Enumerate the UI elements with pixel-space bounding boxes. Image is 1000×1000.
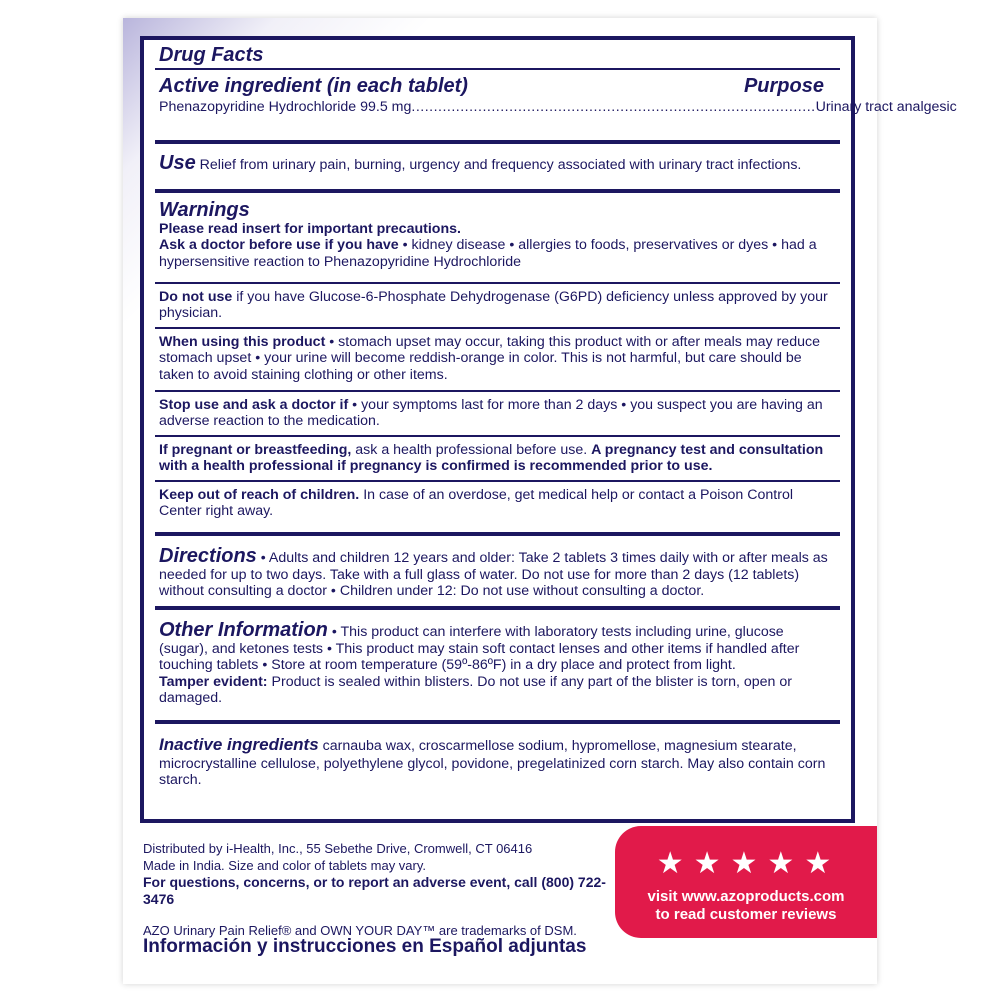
distributed-by-text: Distributed by i-Health, Inc., 55 Sebethe Drive, Cromwell, CT 06416 <box>143 841 533 856</box>
purpose-heading: Purpose <box>743 75 824 97</box>
pregnancy-text: ask a health professional before use. <box>355 442 588 458</box>
use-text: Relief from urinary pain, burning, urgency and frequency associated with urinary tract infections. <box>199 157 802 173</box>
ask-doctor-label: Ask a doctor before use if you have <box>159 237 399 254</box>
reviews-badge <box>615 826 877 938</box>
warnings-heading: Warnings <box>159 199 250 221</box>
insert-note: Please read insert for important precautions. <box>159 221 461 237</box>
directions-heading: Directions <box>159 545 257 567</box>
do-not-use-section <box>155 284 840 329</box>
inactive-ingredients-text: carnauba wax, croscarmellose sodium, hypromellose, magnesium stearate, microcrystalline cellulose, polyethylene glycol, povidone, pregelatinized corn starch. May also contain corn starch. <box>159 738 826 789</box>
drug-facts-title: Drug Facts <box>159 44 264 66</box>
spanish-info-text: Información y instrucciones en Español adjuntas <box>143 936 587 957</box>
other-information-heading: Other Information <box>159 619 328 641</box>
tamper-label: Tamper evident: <box>159 673 268 690</box>
directions-text: • Adults and children 12 years and older: Take 2 tablets 3 times daily with or after meals as needed for up to two days. Take with a full glass of water. Do not use for more than 2 days (12 tablets) without consulting a doctor • Children under 12: Do not use without consulting a doctor. <box>159 550 828 600</box>
five-stars-icon: ★★★★★ <box>656 847 842 880</box>
active-ingredient-heading: Active ingredient (in each tablet) <box>159 75 468 97</box>
when-using-text: • stomach upset may occur, taking this product with or after meals may reduce stomach upset • your urine will become reddish-orange in color. This is not harmful, but care should be taken to avoid staining clothing or other items. <box>159 334 820 383</box>
pregnancy-section <box>155 437 840 482</box>
use-heading: Use <box>159 152 196 174</box>
directions-section <box>155 536 840 610</box>
active-ingredient-line <box>159 99 957 115</box>
distributor-info <box>143 840 623 939</box>
warnings-section <box>155 193 840 284</box>
website-link[interactable]: www.azoproducts.com <box>681 888 845 905</box>
drug-facts-header <box>155 40 957 144</box>
ask-doctor-text: • kidney disease • allergies to foods, preservatives or dyes • had a hypersensitive reaction to Phenazopyridine Hydrochloride <box>159 237 817 270</box>
stop-use-label: Stop use and ask a doctor if <box>159 397 349 413</box>
use-section <box>155 144 840 193</box>
ask-doctor-block <box>159 237 836 270</box>
leader-dots: ........................................................................................... <box>411 99 816 115</box>
made-in-text: Made in India. Size and color of tablets may vary. <box>143 858 427 873</box>
pregnancy-bold-text: A pregnancy test and consultation with a health professional if pregnancy is confirmed is recommended prior to use. <box>159 442 824 475</box>
when-using-label: When using this product <box>159 334 326 350</box>
tamper-text: Product is sealed within blisters. Do not use if any part of the blister is torn, open or damaged. <box>159 673 792 707</box>
when-using-section <box>155 329 840 392</box>
pregnancy-label: If pregnant or breastfeeding, <box>159 442 352 458</box>
questions-text: For questions, concerns, or to report an adverse event, call (800) 722-3476 <box>143 874 606 907</box>
do-not-use-text: if you have Glucose-6-Phosphate Dehydrogenase (G6PD) deficiency unless approved by your physician. <box>159 289 828 322</box>
drug-facts-box <box>140 36 957 823</box>
other-information-text: • This product can interfere with laboratory tests including urine, glucose (sugar), and ketones tests • This product may stain soft contact lenses and other items if handled after touching tablets • Store at room temperature (59º-86ºF) in a dry place and protect from light. <box>159 624 800 674</box>
inactive-ingredients-heading: Inactive ingredients <box>159 735 319 754</box>
trademark-text: AZO Urinary Pain Relief® and OWN YOUR DAY™ are trademarks of DSM. <box>143 923 577 938</box>
inactive-ingredients-section <box>155 724 840 804</box>
keep-out-section <box>155 482 840 536</box>
do-not-use-label: Do not use <box>159 289 233 305</box>
stop-use-section <box>155 392 840 437</box>
other-information-section <box>155 610 840 724</box>
stop-use-text: • your symptoms last for more than 2 days • you suspect you are having an adverse reaction to the medication. <box>159 397 823 430</box>
active-ingredient-name: Phenazopyridine Hydrochloride 99.5 mg <box>159 99 412 115</box>
purpose-value: Urinary tract analgesic <box>815 99 957 115</box>
visit-prefix: visit <box>647 888 682 905</box>
keep-out-label: Keep out of reach of children. <box>159 487 360 503</box>
reviews-text <box>615 888 877 924</box>
drug-facts-panel <box>123 18 957 984</box>
reviews-line: to read customer reviews <box>655 906 837 923</box>
keep-out-text: In case of an overdose, get medical help or contact a Poison Control Center right away. <box>159 487 794 520</box>
